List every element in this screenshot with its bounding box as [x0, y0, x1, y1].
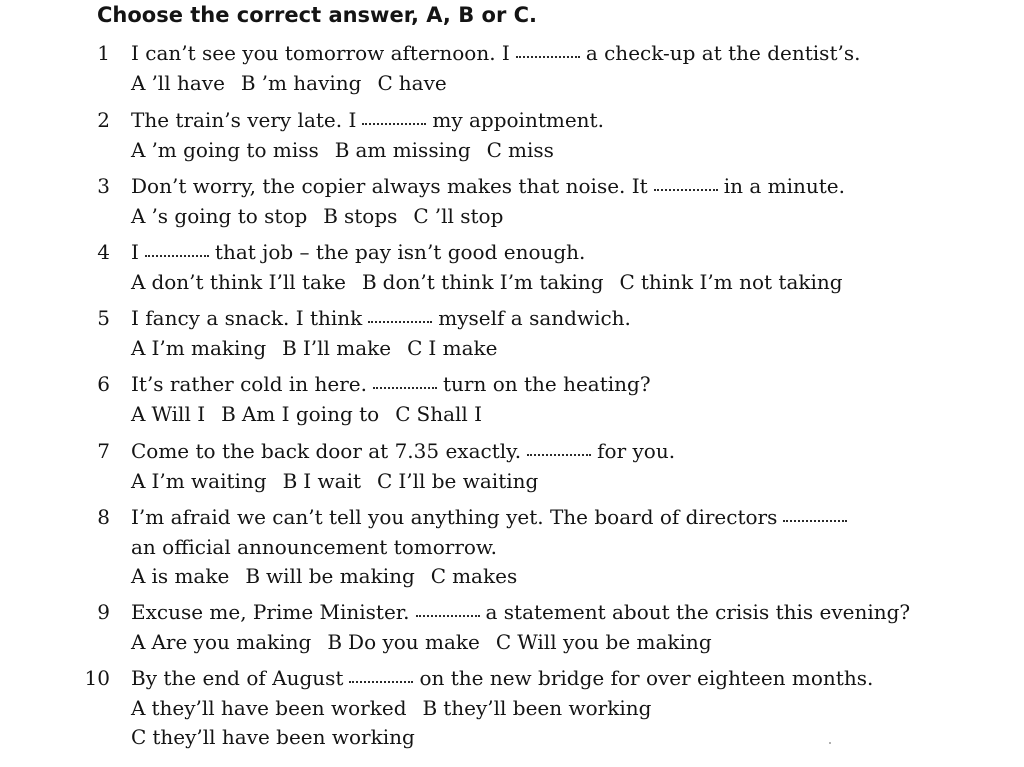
- stem-text-before: I: [131, 240, 139, 264]
- answer-options: [131, 69, 447, 98]
- option-a: [131, 336, 266, 360]
- option-letter: B: [422, 695, 438, 720]
- option-text: Will you be making: [517, 629, 712, 654]
- option-text: Am I going to: [241, 401, 380, 426]
- option-letter: B: [361, 269, 377, 294]
- option-text: don’t think I’m taking: [382, 269, 604, 294]
- option-text: I make: [428, 335, 498, 360]
- option-letter: A: [131, 137, 146, 162]
- option-b: [283, 469, 361, 493]
- option-text: Shall I: [416, 401, 483, 426]
- option-b: [362, 270, 604, 294]
- option-text: ’ll stop: [434, 203, 504, 228]
- stem-text-after: a statement about the crisis this evening?: [485, 600, 911, 624]
- option-letter: B: [240, 70, 256, 95]
- option-a: [131, 71, 225, 95]
- option-c: [413, 204, 503, 228]
- option-b: [221, 402, 379, 426]
- option-text: ’ll have: [151, 70, 225, 95]
- option-text: makes: [452, 564, 518, 588]
- stem-text-after: for you.: [597, 439, 676, 463]
- answer-blank: [516, 56, 580, 58]
- option-letter: B: [323, 203, 338, 228]
- question-number: 2: [97, 108, 110, 132]
- question-number: 1: [97, 41, 110, 65]
- question-stem: [131, 598, 910, 627]
- option-b: [323, 204, 397, 228]
- question-number: 5: [97, 306, 110, 330]
- stem-text-before: Come to the back door at 7.35 exactly.: [131, 439, 522, 463]
- question-number: 3: [97, 174, 110, 198]
- stem-text-before: I’m afraid we can’t tell you anything yet. The board of directors: [131, 505, 778, 529]
- option-c: [407, 336, 497, 360]
- option-a: [131, 696, 407, 720]
- answer-options: [131, 694, 651, 723]
- stem-text-after: turn on the heating?: [442, 372, 651, 396]
- option-b: [245, 564, 414, 588]
- option-text: am missing: [355, 137, 471, 162]
- option-c: [377, 469, 538, 493]
- question-stem: [131, 39, 860, 68]
- option-letter: B: [282, 468, 298, 493]
- option-a: [131, 469, 267, 493]
- question-stem: [131, 503, 853, 532]
- option-text: stops: [344, 203, 398, 228]
- exercise-heading: Choose the correct answer, A, B or C.: [97, 3, 537, 27]
- answer-blank: [368, 321, 432, 323]
- stem-continuation: an official announcement tomorrow.: [131, 534, 498, 559]
- option-letter: A: [131, 468, 146, 493]
- option-b: [241, 71, 362, 95]
- answer-blank: [349, 681, 413, 683]
- option-b: [335, 138, 471, 162]
- option-a: [131, 270, 346, 294]
- option-a: [131, 204, 307, 228]
- option-text: I’m making: [151, 335, 267, 360]
- answer-options: [131, 400, 482, 429]
- answer-options: [131, 334, 498, 363]
- option-c: [131, 725, 415, 749]
- question-number: 4: [97, 240, 110, 264]
- option-letter: A: [131, 203, 146, 228]
- stem-text-after: my appointment.: [432, 108, 604, 132]
- option-letter: B: [327, 629, 343, 654]
- option-letter: C: [377, 468, 393, 493]
- option-text: I’ll make: [302, 335, 392, 360]
- option-letter: A: [131, 401, 146, 426]
- answer-blank: [527, 454, 591, 456]
- answer-options: [131, 202, 503, 231]
- option-letter: C: [377, 70, 393, 95]
- option-letter: B: [245, 564, 261, 588]
- option-text: Are you making: [151, 629, 312, 654]
- option-a: [131, 138, 319, 162]
- option-b: [423, 696, 652, 720]
- option-b: [327, 630, 480, 654]
- option-b: [282, 336, 391, 360]
- question-number: 8: [97, 505, 110, 529]
- stem-text-before: I fancy a snack. I think: [131, 306, 363, 330]
- option-text: miss: [507, 137, 554, 162]
- option-c: [377, 71, 446, 95]
- option-c: [395, 402, 482, 426]
- stem-text-after: a check-up at the dentist’s.: [585, 41, 861, 65]
- option-letter: B: [221, 401, 236, 426]
- option-text: they’ll have been worked: [151, 695, 407, 720]
- stem-text-before: I can’t see you tomorrow afternoon. I: [131, 41, 510, 65]
- option-letter: B: [334, 137, 350, 162]
- option-text: Do you make: [348, 629, 480, 654]
- answer-blank: [362, 123, 426, 125]
- option-text: I’ll be waiting: [398, 468, 539, 493]
- option-text: think I’m not taking: [640, 269, 843, 294]
- stem-text-before: By the end of August: [131, 666, 344, 690]
- answer-options: [131, 467, 538, 496]
- option-a: [131, 402, 205, 426]
- option-text: don’t think I’ll take: [151, 269, 346, 294]
- answer-options: [131, 136, 554, 165]
- option-a: [131, 630, 311, 654]
- option-text: Will I: [151, 401, 206, 426]
- option-letter: C: [495, 629, 512, 654]
- option-text: I wait: [303, 468, 362, 493]
- stem-text-before: It’s rather cold in here.: [131, 372, 367, 396]
- option-c: [487, 138, 554, 162]
- answer-options: [131, 268, 843, 297]
- question-number: 10: [84, 666, 110, 690]
- option-text: ’s going to stop: [151, 203, 308, 228]
- option-text: they’ll been working: [443, 695, 652, 720]
- option-text: will be making: [266, 564, 415, 588]
- stem-text-before: Don’t worry, the copier always makes that noise. It: [131, 174, 648, 198]
- option-text: ’m having: [261, 70, 362, 95]
- option-text: is make: [151, 564, 230, 588]
- option-text: ’m going to miss: [151, 137, 319, 162]
- answer-options: [131, 562, 517, 591]
- question-stem: [131, 172, 845, 201]
- option-letter: A: [131, 695, 146, 720]
- option-c: [431, 564, 517, 588]
- answer-blank: [654, 189, 718, 191]
- option-letter: C: [407, 335, 423, 360]
- option-c: [496, 630, 712, 654]
- stem-text-after: myself a sandwich.: [438, 306, 631, 330]
- option-letter: C: [131, 725, 147, 749]
- option-letter: A: [131, 335, 146, 360]
- answer-options: [131, 628, 712, 657]
- option-letter: C: [430, 564, 447, 588]
- answer-blank: [783, 520, 847, 522]
- stem-text-before: The train’s very late. I: [131, 108, 357, 132]
- option-text: they’ll have been working: [152, 725, 415, 749]
- option-text: I’m waiting: [151, 468, 267, 493]
- question-number: 7: [97, 439, 110, 463]
- option-letter: C: [413, 203, 429, 228]
- option-letter: C: [395, 401, 411, 426]
- option-letter: B: [282, 335, 297, 360]
- option-letter: C: [619, 269, 635, 294]
- question-number: 6: [97, 372, 110, 396]
- option-a: [131, 564, 229, 588]
- question-stem: [131, 238, 585, 267]
- answer-options-continued: [131, 723, 415, 752]
- option-letter: A: [131, 629, 146, 654]
- question-stem: [131, 304, 631, 333]
- question-stem: [131, 664, 873, 693]
- stem-text-before: Excuse me, Prime Minister.: [131, 600, 410, 624]
- answer-blank: [373, 387, 437, 389]
- question-stem: [131, 106, 604, 135]
- option-letter: A: [131, 564, 146, 588]
- option-c: [620, 270, 843, 294]
- stem-text-after: on the new bridge for over eighteen months.: [419, 666, 874, 690]
- answer-blank: [145, 255, 209, 257]
- question-stem: [131, 370, 651, 399]
- stem-text-after: in a minute.: [723, 174, 845, 198]
- option-letter: C: [486, 137, 502, 162]
- option-letter: A: [131, 70, 146, 95]
- question-stem: [131, 437, 675, 466]
- option-letter: A: [131, 269, 146, 294]
- option-text: have: [398, 70, 447, 95]
- stem-text-after: that job – the pay isn’t good enough.: [214, 240, 586, 264]
- question-number: 9: [97, 600, 110, 624]
- answer-blank: [416, 615, 480, 617]
- scan-speck: [829, 742, 831, 744]
